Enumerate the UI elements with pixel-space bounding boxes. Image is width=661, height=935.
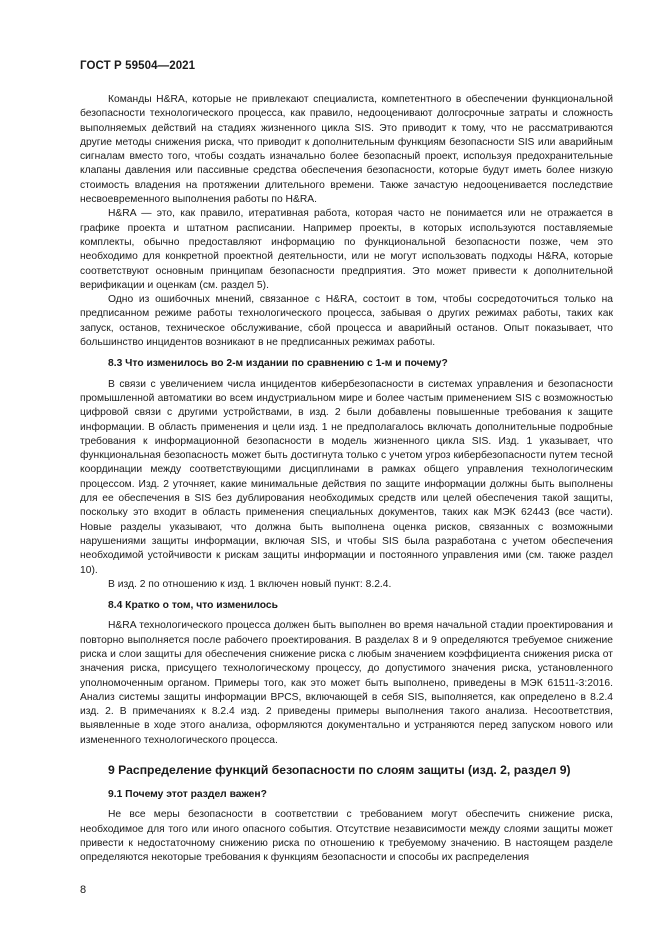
document-header: ГОСТ Р 59504—2021 [80,60,196,72]
paragraph: В связи с увеличением числа инцидентов кибербезопасности в системах управления и безопасности промышленной автоматики во всем индустриальном мире и более частым применением SIS с возможностью цифровой связи с другими устройствами, в изд. 2 были добавлены повышенные требования к защите информации. В область применения и цели изд. 1 не предполагалось включать дополнительные подробные требования к информационной безопасности в модель жизненного цикла SIS. Изд. 1 указывает, что функциональная безопасность может быть достигнута только с учетом угроз кибербезопасности путем тесной координации между соответствующими дисциплинами в рамках общего управления технологическим процессом. Изд. 2 уточняет, какие минимальные действия по защите информации должны быть выполнены для ее обеспечения в SIS без дублирования необходимых средств или целей обеспечения такой защиты, поскольку это входит в область применения специальных документов, таких как МЭК 62443 (все части). Новые разделы указывают, что должна быть выполнена оценка рисков, связанных с возможными нарушениями защиты информации, включая SIS, и чтобы SIS была разработана с учетом обеспечения необходимой устойчивости к рискам защиты информации и постоянного управления ими (см. также раздел 10). [80,378,613,576]
paragraph: H&RA технологического процесса должен быть выполнен во время начальной стадии проектирования и повторно выполняется после рабочего проектирования. В разделах 8 и 9 определяются требуемое снижение риска и слои защиты для обеспечения снижение риска с любым значением коэффициента снижения риска от значения риска, присущего технологическому процессу, до допустимого значения риска, установленного уполномоченным органом. Примеры того, как это может быть выполнено, приведены в МЭК 61511-3:2016. Анализ системы защиты информации BPCS, включающей в себя SIS, выполняется, как определено в 8.2.4 изд. 2. В примечаниях к 8.2.4 изд. 2 приведены примеры выполнения такого анализа. Несоответствия, выявленные в ходе этого анализа, оформляются документально и устраняются перед запуском нового или измененного технологического процесса. [80,620,613,746]
subsection-heading-9-1: 9.1 Почему этот раздел важен? [108,789,267,801]
paragraph: В изд. 2 по отношению к изд. 1 включен новый пункт: 8.2.4. [108,578,392,590]
paragraph: H&RA — это, как правило, итеративная работа, которая часто не понимается или не отражается в графике проекта и штатном расписании. Например проекты, в которых используются поставляемые комплекты, обычно предоставляют информацию по функциональной безопасности позже, чем это необходимо для конкретной проектной деятельности, или не могут использовать подходы H&RA, которые соответствуют основным принципам безопасности предприятия. Это может привести к дополнительной верификации и оценкам (см. раздел 5). [80,208,613,291]
subsection-heading-8-4: 8.4 Кратко о том, что изменилось [108,600,278,612]
subsection-heading-8-3: 8.3 Что изменилось во 2-м издании по сравнению с 1-м и почему? [108,358,448,370]
paragraph: Не все меры безопасности в соответствии с требованием могут обеспечить снижение риска, необходимое для того или иного опасного события. Отсутствие независимости между слоями защиты может привести к недостаточному снижению риска по отношению к требуемому значению. В настоящем разделе определяются некоторые требования к функциям безопасности и способы их распределения [80,809,613,864]
section-heading-9: 9 Распределение функций безопасности по слоям защиты (изд. 2, раздел 9) [108,763,571,778]
paragraph: Команды H&RA, которые не привлекают специалиста, компетентного в обеспечении функциональной безопасности технологического процесса, как правило, недооценивают долгосрочные затраты и сложность выполняемых действий на стадиях жизненного цикла SIS. Это приводит к тому, что не рассматриваются другие методы снижения риска, что приводит к дополнительным функциям безопасности SIS или аварийным сигналам вместо того, чтобы создать изначально более безопасный проект, используя предохранительные клапаны давления или пассивные средства обеспечения безопасности, которые будут иметь более низкую стоимость владения на протяжении длительного времени. Также зачастую недооценивается последствие несвоевременного выполнения работы по H&RA. [80,94,613,206]
page-number: 8 [80,884,87,896]
document-body [80,93,613,866]
paragraph: Одно из ошибочных мнений, связанное с H&RA, состоит в том, чтобы сосредоточиться только на предписанном режиме работы технологического процесса, забывая о других режимах работы, таких как запуск, останов, техническое обслуживание, сбой процесса и аварийный останов. Опыт показывает, что большинство инцидентов возникают в не предписанных режимах работы. [80,294,613,349]
